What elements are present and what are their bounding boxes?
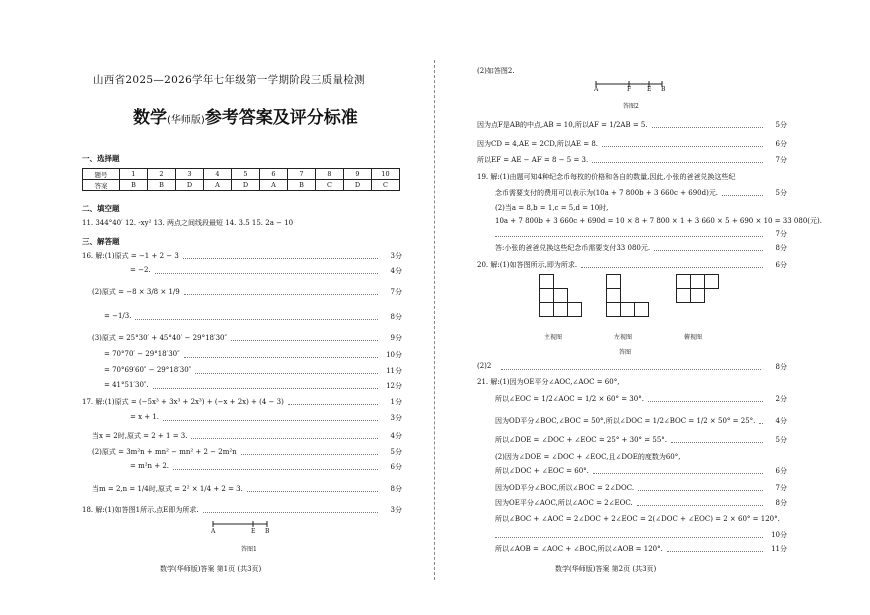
fig2-point-a: A (594, 86, 599, 93)
view-cell (539, 302, 554, 317)
left-view-label: 左视图 (614, 334, 633, 341)
fig1-point-b: B (265, 528, 270, 535)
solution-line: = −1/3. (104, 312, 132, 320)
heading-subject: 数学 (133, 108, 167, 128)
leader-dots (648, 401, 763, 402)
leader-dots (241, 454, 378, 455)
score-points: 8分 (390, 485, 402, 493)
fig2-point-b: B (661, 86, 666, 93)
leader-dots (501, 369, 761, 370)
view-cell (704, 274, 719, 289)
view-cell (567, 302, 582, 317)
solution-line: 17. 解:(1)原式 = (−5x³ + 3x³ + 2x³) + (−x + 2x) + (4 − 3) (82, 398, 284, 406)
solution-line: (2)原式 = 3m²n + mn² − mn² + 2 − 2m²n (92, 448, 237, 456)
table-ans-label: 答案 (83, 180, 120, 191)
solution-line: = −2. (130, 266, 151, 274)
q18-part2: (2)如答图2. (477, 67, 515, 75)
score-points: 7分 (775, 156, 787, 164)
solution-line: (2)原式 = −8 × 3/8 × 1/9 (92, 288, 180, 296)
table-cell-num: 10 (372, 169, 400, 180)
table-head-label: 题号 (83, 169, 120, 180)
solution-line: 因为CD = 4,AE = 2CD,所以AE = 8. (477, 140, 598, 148)
score-points: 1分 (390, 398, 402, 406)
leader-dots (155, 273, 378, 274)
table-cell-num: 2 (148, 169, 176, 180)
table-cell-answer: B (148, 180, 176, 191)
score-points: 4分 (390, 432, 402, 440)
leader-dots (173, 469, 378, 470)
solution-line: 10a + 7 800b + 3 660c + 690d = 10 × 8 + 7 800 × 1 + 3 660 × 5 + 690 × 10 = 33 080(元). (495, 217, 822, 225)
solution-line: 所以∠AOB = ∠AOC + ∠BOC,所以∠AOB = 120°. (495, 545, 663, 553)
leader-dots (163, 420, 378, 421)
table-row (83, 180, 400, 191)
table-cell-answer: C (372, 180, 400, 191)
leader-dots (638, 490, 763, 491)
leader-dots (654, 250, 763, 251)
score-points: 6分 (775, 467, 787, 475)
fig2-caption: 答图2 (623, 103, 639, 110)
leader-dots (183, 258, 378, 259)
solution-line: 因为点F是AB的中点,AB = 10,所以AF = 1/2AB = 5. (477, 121, 648, 129)
section-fill: 二、填空题 (82, 204, 120, 213)
leader-dots (593, 473, 763, 474)
view-cell (553, 302, 568, 317)
table-cell-num: 3 (176, 169, 204, 180)
score-q20b: 8分 (775, 363, 787, 371)
score-points: 6分 (390, 463, 402, 471)
q20-part2: (2)2 (477, 362, 492, 370)
solution-line: 因为OD平分∠BOC,所以∠BOC = 2∠DOC. (495, 484, 635, 492)
table-cell-answer: B (120, 180, 148, 191)
fig1-point-a: A (211, 528, 216, 535)
solution-line: (2)因为∠DOE = ∠DOC + ∠EOC,且∠DOE的度数为60°, (495, 453, 681, 461)
footer-page-2: 数学(华师版)答案 第2页 (共3页) (555, 565, 657, 573)
score-points: 3分 (390, 506, 402, 514)
solution-line: 20. 解:(1)如答图所示,即为所求. (477, 261, 578, 269)
solution-line: 答:小张的爸爸兑换这些纪念币需要支付33 080元. (495, 244, 651, 252)
leader-dots (184, 294, 378, 295)
solution-line: 18. 解:(1)如答图1所示,点E即为所求. (82, 506, 199, 514)
score-points: 8分 (390, 313, 402, 321)
score-points: 2分 (775, 395, 787, 403)
section-solution: 三、解答题 (82, 237, 120, 246)
solution-line: 所以∠DOE = ∠DOC + ∠EOC = 25° + 30° = 55°. (495, 436, 667, 444)
score-points: 8分 (775, 244, 787, 252)
view-cell (676, 274, 691, 289)
leader-dots (592, 162, 763, 163)
solution-line: = 70°70′ − 29°18′30″ (104, 350, 180, 358)
solution-line: 21. 解:(1)因为OE平分∠AOC,∠AOC = 60°, (477, 378, 620, 386)
table-row (83, 169, 400, 180)
view-cell (606, 302, 621, 317)
table-cell-answer: D (344, 180, 372, 191)
leader-dots (671, 442, 763, 443)
heading-edition: (华师版) (167, 115, 205, 126)
score-points: 5分 (775, 121, 787, 129)
score-points: 4分 (775, 417, 787, 425)
answer-page-2 (435, 0, 870, 615)
view-cell (539, 274, 554, 289)
solution-line: 当m = 2,n = 1/4时,原式 = 2² × 1/4 + 2 = 3. (92, 485, 243, 493)
score-points: 5分 (390, 448, 402, 456)
answer-table (82, 168, 400, 191)
score-points: 7分 (775, 230, 787, 238)
table-cell-answer: D (232, 180, 260, 191)
leader-dots (722, 195, 763, 196)
score-points: 12分 (386, 382, 402, 390)
leader-dots (184, 357, 378, 358)
table-cell-num: 5 (232, 169, 260, 180)
leader-dots (231, 340, 378, 341)
leader-dots (759, 423, 763, 424)
views-caption: 答图 (619, 349, 632, 356)
score-points: 7分 (390, 288, 402, 296)
leader-dots (195, 373, 378, 374)
table-cell-answer: B (288, 180, 316, 191)
table-cell-num: 8 (316, 169, 344, 180)
leader-dots (247, 491, 378, 492)
fig1-caption: 答图1 (241, 546, 257, 553)
leader-dots (602, 146, 763, 147)
fig2-point-e: E (647, 86, 652, 93)
score-points: 3分 (390, 252, 402, 260)
solution-line: 所以EF = AE − AF = 8 − 5 = 3. (477, 156, 589, 164)
heading-rest: 参考答案及评分标准 (204, 108, 358, 128)
leader-dots (637, 505, 763, 506)
table-cell-num: 4 (204, 169, 232, 180)
front-view (539, 274, 599, 324)
solution-line: 所以∠EOC = 1/2∠AOC = 1/2 × 60° = 30°. (495, 395, 644, 403)
table-cell-answer: A (204, 180, 232, 191)
leader-dots (153, 388, 378, 389)
solution-line: 当x = 2时,原式 = 2 + 1 = 3. (92, 432, 188, 440)
leader-dots (667, 551, 763, 552)
section-choice: 一、选择题 (82, 154, 120, 163)
leader-dots (581, 267, 763, 268)
solution-line: 19. 解:(1)由题可知4种纪念币每枚的价格和各自的数量,因此,小张的爸爸兑换这些纪 (477, 173, 736, 181)
view-cell (690, 274, 705, 289)
score-points: 3分 (390, 414, 402, 422)
fig2-point-f: F (627, 86, 632, 93)
score-points: 5分 (775, 189, 787, 197)
score-points: 8分 (775, 499, 787, 507)
top-view (676, 274, 736, 324)
solution-line: 因为OD平分∠BOC,∠BOC = 50°,所以∠DOC = 1/2∠BOC = 1/2 × 50° = 25°. (495, 417, 756, 425)
leader-dots (191, 438, 378, 439)
view-cell (553, 288, 568, 303)
leader-dots (288, 404, 378, 405)
footer-page-1: 数学(华师版)答案 第1页 (共3页) (160, 565, 262, 573)
leader-dots (203, 512, 378, 513)
solution-line: (2)当a = 8,b = 1,c = 5,d = 10时, (495, 204, 609, 212)
score-points: 7分 (775, 484, 787, 492)
fig1-point-e: E (251, 528, 256, 535)
view-cell (606, 274, 621, 289)
solution-line: 念币需要支付的费用可以表示为(10a + 7 800b + 3 660c + 690d)元. (495, 189, 719, 197)
view-cell (690, 288, 705, 303)
view-cell (676, 288, 691, 303)
score-points: 11分 (771, 545, 787, 553)
front-view-label: 主视图 (544, 334, 563, 341)
view-cell (539, 288, 554, 303)
solution-line: (3)原式 = 25°30′ + 45°40′ − 29°18′30″ (92, 334, 228, 342)
table-cell-answer: D (176, 180, 204, 191)
score-points: 10分 (771, 531, 787, 539)
solution-line: = m²n + 2. (130, 462, 170, 470)
score-points: 6分 (775, 140, 787, 148)
score-points: 6分 (775, 261, 787, 269)
solution-line: 16. 解:(1)原式 = −1 + 2 − 3 (82, 252, 179, 260)
solution-line: = x + 1. (130, 413, 160, 421)
score-points: 9分 (390, 334, 402, 342)
score-points: 5分 (775, 436, 787, 444)
score-points: 11分 (386, 367, 402, 375)
solution-line: 所以∠BOC + ∠AOC = 2∠DOC + 2∠EOC = 2(∠DOC + ∠EOC) = 2 × 60° = 120°. (495, 515, 780, 523)
table-cell-num: 1 (120, 169, 148, 180)
table-cell-answer: A (260, 180, 288, 191)
leader-dots (495, 537, 763, 538)
table-cell-num: 6 (260, 169, 288, 180)
view-cell (620, 302, 635, 317)
leader-dots (652, 127, 763, 128)
solution-line: = 70°69′60″ − 29°18′30″ (104, 366, 192, 374)
view-cell (634, 302, 649, 317)
exam-title: 山西省2025—2026学年七年级第一学期阶段三质量检测 (93, 74, 365, 86)
solution-line: = 41°51′30″. (104, 381, 149, 389)
solution-line: 因为OE平分∠AOC,所以∠AOC = 2∠EOC. (495, 499, 633, 507)
score-points: 10分 (386, 351, 402, 359)
page-heading (133, 103, 358, 128)
top-view-label: 俯视图 (684, 334, 703, 341)
table-cell-answer: C (316, 180, 344, 191)
view-cell (606, 288, 621, 303)
solution-line: 所以∠DOC + ∠EOC = 60°. (495, 467, 589, 475)
score-points: 4分 (390, 267, 402, 275)
table-cell-num: 7 (288, 169, 316, 180)
left-view (606, 274, 666, 324)
fill-answers: 11. 344°40′ 12. -xy² 13. 两点之间线段最短 14. 3.5 15. 2a − 10 (82, 219, 294, 227)
table-cell-num: 9 (344, 169, 372, 180)
leader-dots (135, 319, 378, 320)
leader-dots (495, 236, 763, 237)
